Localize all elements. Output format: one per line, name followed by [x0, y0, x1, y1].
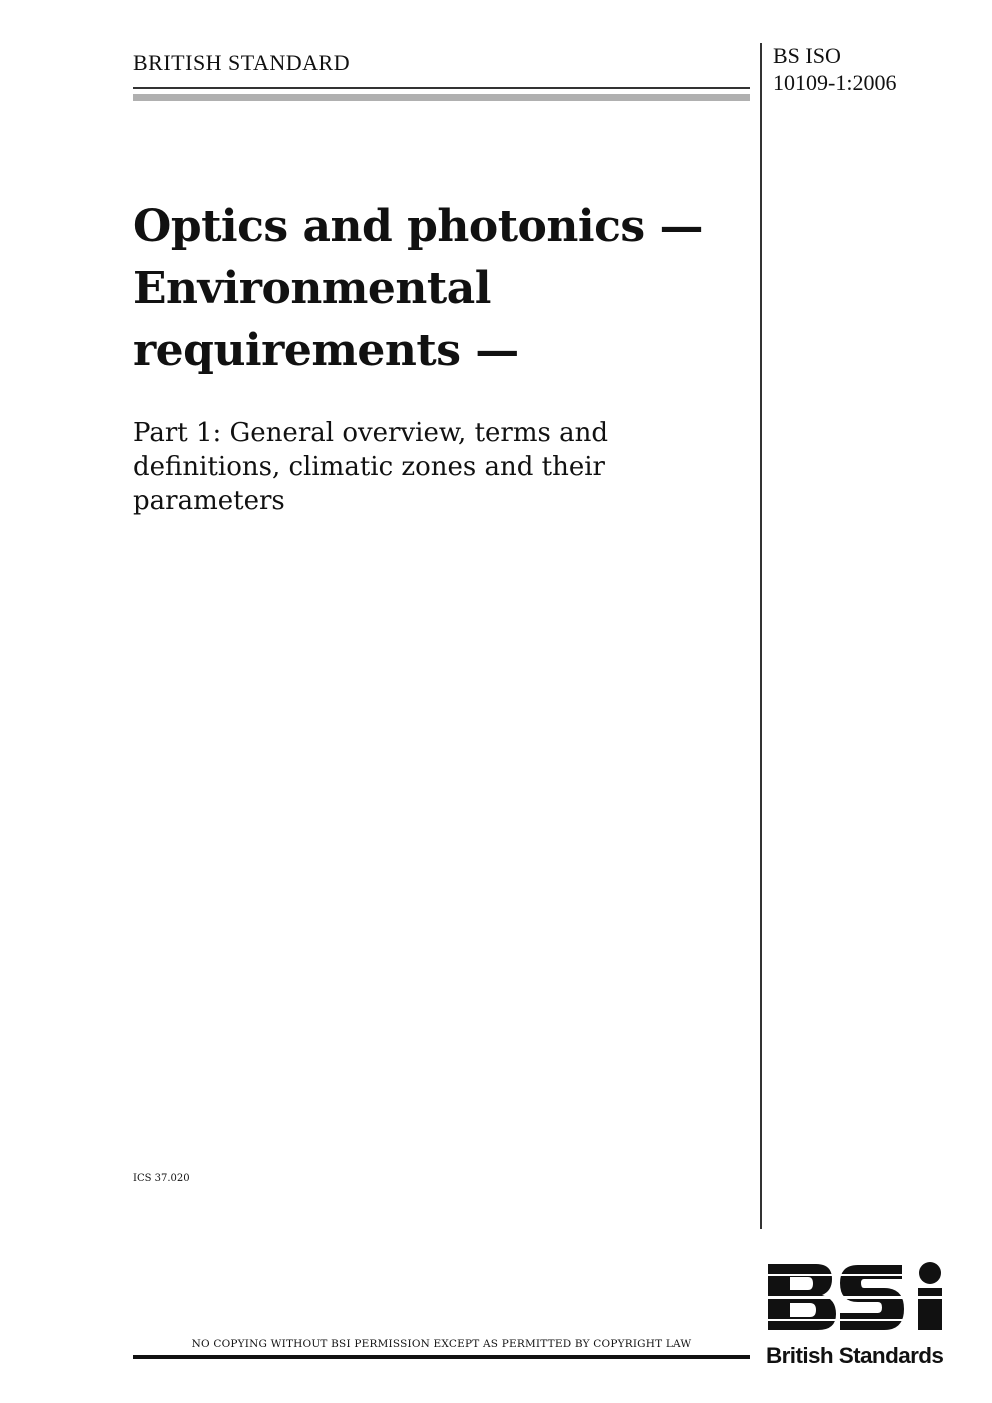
series-label: BRITISH STANDARD — [133, 50, 351, 75]
part-title-line-1: Part 1: General overview, terms and — [133, 418, 608, 448]
bsi-logo-caption: British Standards — [766, 1343, 944, 1368]
document-number-line-1: BS ISO — [773, 43, 841, 68]
header-rule-thin — [133, 87, 750, 89]
main-title-line-2: Environmental — [133, 263, 491, 314]
part-title-line-2: definitions, climatic zones and their — [133, 452, 605, 482]
ics-code: ICS 37.020 — [133, 1173, 190, 1184]
vertical-divider — [760, 43, 762, 1229]
document-number-line-2: 10109-1:2006 — [773, 70, 897, 95]
bsi-logo-mark — [766, 1262, 946, 1342]
footer-rule — [133, 1355, 750, 1359]
document-number — [773, 42, 896, 96]
part-title-line-3: parameters — [133, 486, 285, 516]
bsi-logo — [766, 1262, 946, 1372]
copyright-notice: NO COPYING WITHOUT BSI PERMISSION EXCEPT AS PERMITTED BY COPYRIGHT LAW — [191, 1338, 692, 1350]
part-title — [133, 416, 753, 518]
header-rule-thick — [133, 94, 750, 101]
main-title — [133, 196, 753, 382]
main-title-line-1: Optics and photonics — — [133, 201, 703, 252]
main-title-line-3: requirements — — [133, 325, 519, 376]
